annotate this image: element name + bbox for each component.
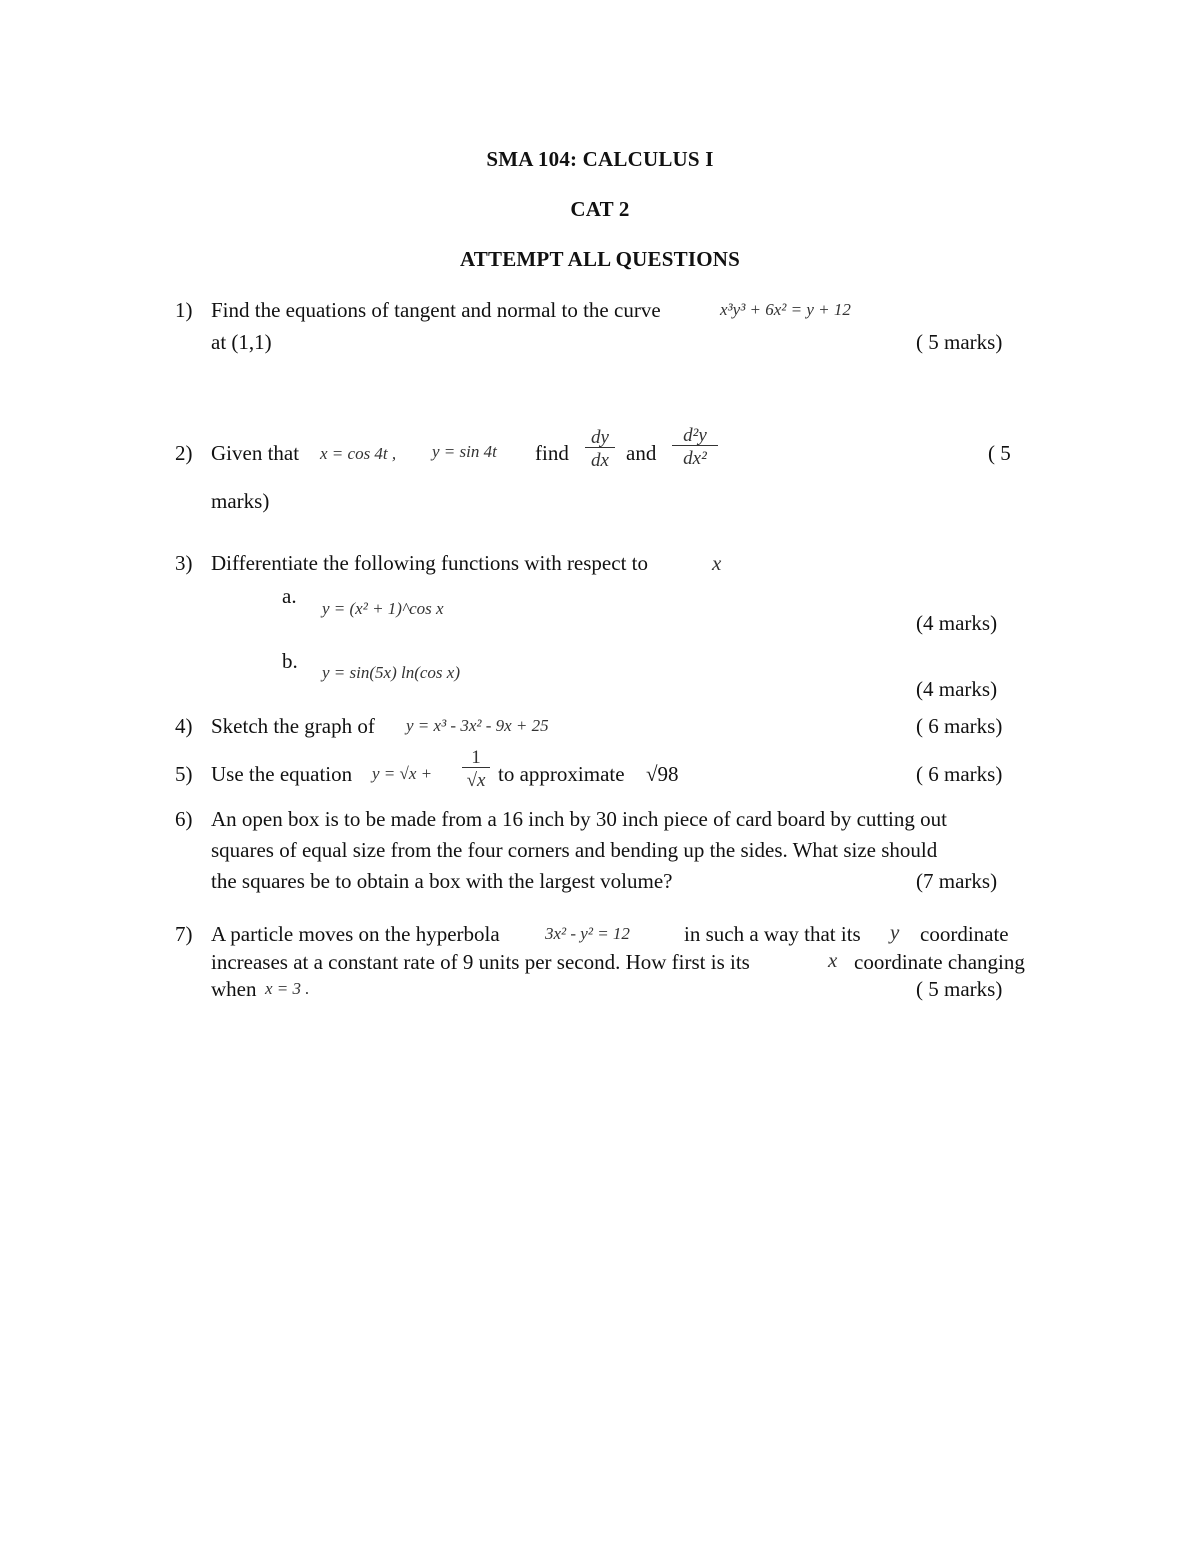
equation: y = x³ - 3x² - 9x + 25 [406,716,549,735]
condition-equation: x = 3 . [265,979,310,998]
instruction-title: ATTEMPT ALL QUESTIONS [459,247,740,271]
question-line-2b: coordinate changing [854,950,1025,974]
question-number: 1) [175,298,193,322]
part-a-marks: (4 marks) [916,611,998,635]
question-text-line2: at (1,1) [211,330,272,354]
question-line-2a: increases at a constant rate of 9 units per second. How first is its [211,950,750,974]
question-number: 6) [175,807,193,831]
question-number: 4) [175,714,193,738]
question-text-a: A particle moves on the hyperbola [211,922,500,946]
hyperbola-equation: 3x² - y² = 12 [545,924,630,943]
question-text-c: coordinate [920,922,1009,946]
part-a-label: a. [282,584,297,608]
equation-y: y = sin 4t [432,442,497,461]
question-text: Find the equations of tangent and normal to the curve [211,298,661,322]
question-line-2: squares of equal size from the four corners and bending up the sides. What size should [211,838,938,862]
equation: x³y³ + 6x² = y + 12 [720,300,851,319]
variable-x: x [828,948,838,972]
question-line-3a: when [211,977,257,1001]
marks: (7 marks) [916,869,998,893]
question-line-1: An open box is to be made from a 16 inch by 30 inch piece of card board by cutting out [211,807,947,831]
question-line-3: the squares be to obtain a box with the largest volume? [211,869,673,893]
question-text: Given that [211,441,300,465]
fraction-numerator: dy [591,427,609,448]
question-number: 7) [175,922,193,946]
question-text: Sketch the graph of [211,714,375,738]
and-word: and [626,441,657,465]
variable-x: x [712,551,722,575]
fraction-d2y-dx2 [672,426,718,468]
fraction-dy-dx [585,428,615,470]
marks-continued: marks) [211,489,270,513]
fraction-denominator: dx² [672,445,718,468]
part-b-equation: y = sin(5x) ln(cos x) [322,663,460,682]
find-word: find [535,441,569,465]
marks: ( 6 marks) [916,762,1003,786]
variable-y: y [890,920,900,944]
cat-title: CAT 2 [570,197,630,221]
question-text: Use the equation [211,762,353,786]
marks: ( 5 marks) [916,977,1003,1001]
part-a-equation: y = (x² + 1)^cos x [322,599,444,618]
equation-lhs: y = √x + [372,764,433,783]
fraction-1-over-sqrt-x [462,748,490,790]
part-b-label: b. [282,649,298,673]
question-number: 5) [175,762,193,786]
question-text: Differentiate the following functions with respect to [211,551,648,575]
fraction-denominator: √x [462,767,490,790]
question-text-2: to approximate [498,762,625,786]
fraction-numerator: d²y [683,425,707,446]
question-text-b: in such a way that its [684,922,861,946]
fraction-numerator: 1 [471,747,481,768]
question-number: 2) [175,441,193,465]
root-98: √98 [646,762,679,786]
fraction-denominator: dx [585,447,615,470]
marks: ( 6 marks) [916,714,1003,738]
part-b-marks: (4 marks) [916,677,998,701]
marks: ( 5 marks) [916,330,1003,354]
question-number: 3) [175,551,193,575]
course-title: SMA 104: CALCULUS I [486,147,714,171]
equation-x: x = cos 4t , [320,444,397,463]
marks: ( 5 [988,441,1011,465]
